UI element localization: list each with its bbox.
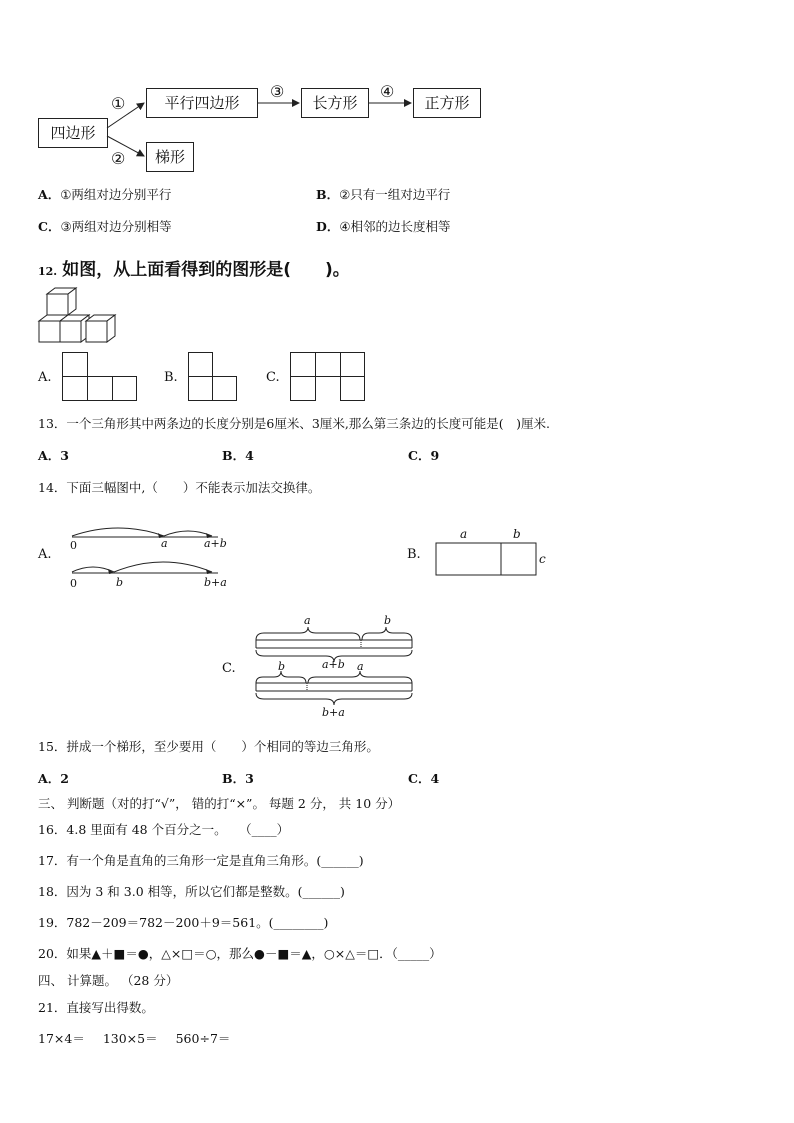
option-label: D． (316, 219, 340, 234)
q16-text: 16．4.8 里面有 48 个百分之一。 （____） (38, 822, 290, 837)
option-label: C． (38, 219, 61, 234)
q14-option-b: B. (407, 547, 421, 562)
box-square: 正方形 (413, 88, 481, 118)
q18-text: 18．因为 3 和 3.0 相等，所以它们都是整数。(______) (38, 884, 345, 899)
q14-c-apb: a+b (322, 658, 345, 671)
q14-c-a1: a (304, 614, 311, 627)
q12-heading (38, 255, 350, 280)
box-parallelogram: 平行四边形 (146, 88, 258, 118)
option-text: ④相邻的边长度相等 (339, 219, 451, 234)
q14-a-apb: a+b (204, 537, 227, 550)
q14-a-zero2: 0 (70, 577, 77, 590)
q19-text: 19．782－209＝782－200＋9＝561。(________) (38, 915, 329, 930)
q20-text: 20．如果▲＋■＝●，△×□＝○，那么●－■＝▲，○×△＝□．（_____） (38, 946, 442, 961)
q11-option-c (38, 219, 172, 235)
q13-option-c: C．9 (408, 448, 440, 463)
q12-option-a-figure (62, 352, 142, 402)
q17-text: 17．有一个角是直角的三角形一定是直角三角形。(______) (38, 853, 364, 868)
calc-item: 17×4＝ (38, 1031, 85, 1046)
q21-text: 21．直接写出得数。 (38, 1000, 154, 1015)
q14-a-b: b (116, 576, 124, 589)
q15-option-c: C．4 (408, 771, 440, 786)
option-text: ②只有一组对边平行 (339, 187, 451, 202)
q12-number: 12. (38, 265, 58, 278)
q11-option-b (316, 187, 450, 203)
q15-text: 15．拼成一个梯形，至少要用（ ）个相同的等边三角形。 (38, 739, 379, 754)
q14-b-a: a (460, 527, 468, 541)
q14-a-zero1: 0 (70, 539, 77, 552)
q14-c-b1: b (384, 614, 392, 627)
q13-text: 13．一个三角形其中两条边的长度分别是6厘米、3厘米,那么第三条边的长度可能是( )厘米. (38, 416, 551, 431)
box-rectangle: 长方形 (301, 88, 369, 118)
q11-option-a (38, 187, 171, 203)
q12-cube-figure (38, 287, 128, 347)
q14-a-a: a (161, 537, 168, 550)
q11-option-d (316, 219, 451, 235)
mark-3: ③ (270, 82, 285, 101)
option-text: ③两组对边分别相等 (60, 219, 172, 234)
q14-option-c: C. (222, 661, 236, 676)
q14-c-b2: b (278, 660, 286, 673)
q14-c-bpa: b+a (322, 706, 345, 719)
section-3-heading: 三、 判断题（对的打“√”， 错的打“×”。 每题 2 分， 共 10 分） (38, 796, 401, 811)
q12-option-c-figure (290, 352, 370, 402)
q14-b-b: b (513, 527, 521, 541)
q14-c-a2: a (357, 660, 364, 673)
mark-1: ① (111, 94, 126, 113)
q14-option-a: A. (38, 547, 52, 562)
box-trapezoid: 梯形 (146, 142, 194, 172)
q14-text: 14．下面三幅图中,（ ）不能表示加法交换律。 (38, 480, 321, 495)
mark-2: ② (111, 149, 126, 168)
q12-option-b: B. (164, 370, 178, 385)
calc-row (38, 1031, 230, 1047)
q13-option-a: A．3 (38, 448, 69, 463)
q14-a-bpa: b+a (204, 576, 227, 589)
box-quadrilateral: 四边形 (38, 118, 108, 148)
calc-item: 130×5＝ (102, 1031, 158, 1046)
q12-option-b-figure (188, 352, 248, 402)
q14-b-c: c (539, 552, 546, 566)
q12-option-a: A. (38, 370, 52, 385)
option-label: A． (38, 187, 61, 202)
q15-option-b: B．3 (222, 771, 254, 786)
q12-option-c: C. (266, 370, 280, 385)
q14-diagram-b (435, 542, 545, 582)
q12-text: 如图，从上面看得到的图形是( )。 (62, 260, 350, 280)
option-text: ①两组对边分别平行 (60, 187, 172, 202)
mark-4: ④ (380, 82, 395, 101)
section-4-heading: 四、 计算题。 （28 分） (38, 973, 179, 988)
option-label: B． (316, 187, 340, 202)
calc-item: 560÷7＝ (175, 1031, 231, 1046)
q13-option-b: B．4 (222, 448, 254, 463)
q15-option-a: A．2 (38, 771, 69, 786)
